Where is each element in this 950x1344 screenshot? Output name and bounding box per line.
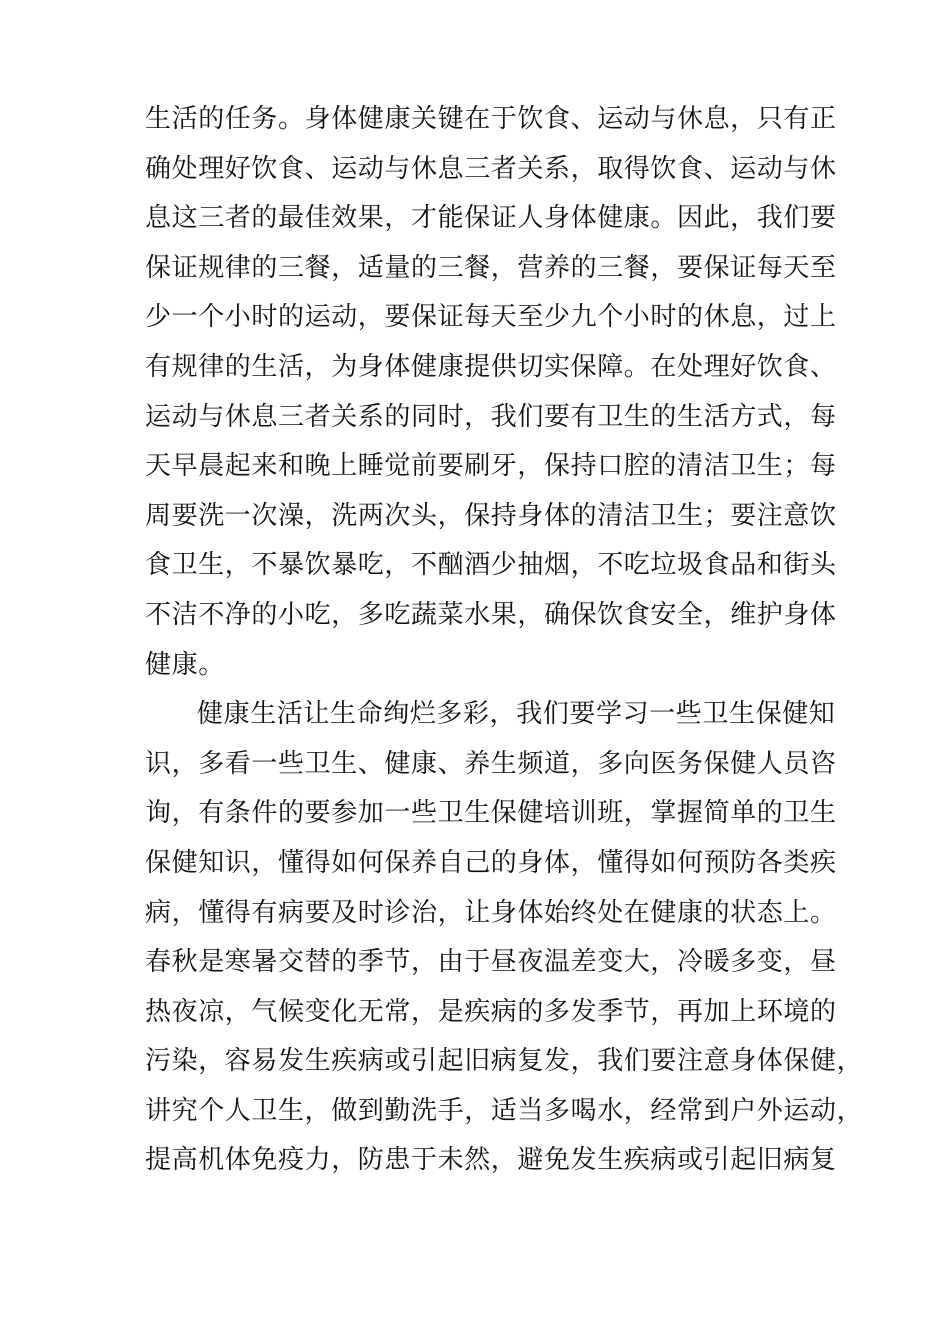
body-text xyxy=(145,95,864,1186)
text-line: 确处理好饮食、运动与休息三者关系，取得饮食、运动与休 xyxy=(145,153,837,184)
text-line: 息这三者的最佳效果，才能保证人身体健康。因此，我们要 xyxy=(145,203,837,234)
text-line: 询，有条件的要参加一些卫生保健培训班，掌握简单的卫生 xyxy=(145,798,837,829)
text-line: 污染，容易发生疾病或引起旧病复发，我们要注意身体保健， xyxy=(145,1046,864,1077)
text-line: 春秋是寒暑交替的季节，由于昼夜温差变大，冷暖多变，昼 xyxy=(145,947,837,978)
text-line: 识，多看一些卫生、健康、养生频道，多向医务保健人员咨 xyxy=(145,748,837,779)
text-line: 讲究个人卫生，做到勤洗手，适当多喝水，经常到户外运动， xyxy=(145,1095,864,1126)
text-line: 天早晨起来和晚上睡觉前要刷牙，保持口腔的清洁卫生；每 xyxy=(145,451,837,482)
text-line: 热夜凉，气候变化无常，是疾病的多发季节，再加上环境的 xyxy=(145,996,837,1027)
text-line: 周要洗一次澡，洗两次头，保持身体的清洁卫生；要注意饮 xyxy=(145,500,837,531)
text-line: 保健知识，懂得如何保养自己的身体，懂得如何预防各类疾 xyxy=(145,847,837,878)
paragraph-first-line: 健康生活让生命绚烂多彩，我们要学习一些卫生保健知 xyxy=(197,699,836,730)
text-line: 食卫生，不暴饮暴吃，不酗酒少抽烟，不吃垃圾食品和街头 xyxy=(145,550,837,581)
text-line: 病，懂得有病要及时诊治，让身体始终处在健康的状态上。 xyxy=(145,897,837,928)
text-line: 运动与休息三者关系的同时，我们要有卫生的生活方式，每 xyxy=(145,401,837,432)
text-line: 不洁不净的小吃，多吃蔬菜水果，确保饮食安全，维护身体 xyxy=(145,599,837,630)
text-line: 生活的任务。身体健康关键在于饮食、运动与休息，只有正 xyxy=(145,104,837,134)
text-line: 提高机体免疫力，防患于未然，避免发生疾病或引起旧病复 xyxy=(145,1145,837,1176)
text-line: 保证规律的三餐，适量的三餐，营养的三餐，要保证每天至 xyxy=(145,252,837,283)
text-line: 少一个小时的运动，要保证每天至少九个小时的休息，过上 xyxy=(145,302,837,333)
text-line: 有规律的生活，为身体健康提供切实保障。在处理好饮食、 xyxy=(145,351,837,382)
text-line: 健康。 xyxy=(145,649,225,680)
